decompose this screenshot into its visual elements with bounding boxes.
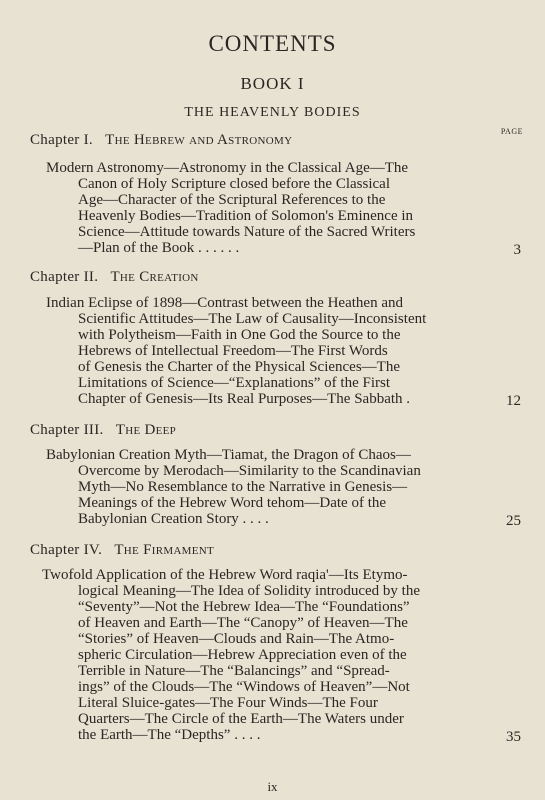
toc-line: Quarters—The Circle of the Earth—The Waters under (78, 711, 404, 727)
toc-line: —Plan of the Book . . . . . . (78, 240, 240, 256)
toc-line: Indian Eclipse of 1898—Contrast between the Heathen and (46, 295, 403, 311)
chapter-heading-3 (30, 422, 176, 439)
chapter-heading-4 (30, 542, 214, 559)
toc-line: Heavenly Bodies—Tradition of Solomon's Eminence in (78, 208, 414, 224)
chapter-title: The Creation (110, 269, 199, 285)
toc-line: of Heaven and Earth—The “Canopy” of Heaven—The (78, 615, 408, 631)
book-heading: BOOK I (240, 74, 305, 93)
toc-line: “Seventy”—Not the Hebrew Idea—The “Foundations” (78, 599, 410, 615)
chapter-heading-1 (30, 132, 292, 149)
toc-line: Myth—No Resemblance to the Narrative in Genesis— (78, 479, 408, 495)
chapter-title: The Hebrew and Astronomy (105, 132, 293, 148)
chapter-number: Chapter I. (30, 132, 93, 148)
page-number: 3 (513, 242, 521, 258)
toc-line: Limitations of Science—“Explanations” of the First (78, 375, 391, 391)
toc-line: Terrible in Nature—The “Balancings” and “Spread- (78, 663, 390, 679)
toc-line: spheric Circulation—Hebrew Appreciation even of the (78, 647, 407, 663)
toc-line: Science—Attitude towards Nature of the Sacred Writers (78, 224, 416, 240)
toc-line: Age—Character of the Scriptural References to the (78, 192, 386, 208)
chapter-title: The Firmament (114, 542, 215, 558)
chapter-number: Chapter III. (30, 422, 104, 438)
toc-line: with Polytheism—Faith in One God the Source to the (78, 327, 401, 343)
toc-line: “Stories” of Heaven—Clouds and Rain—The Atmo- (78, 631, 395, 647)
page-number: 25 (506, 513, 521, 529)
toc-line: ings” of the Clouds—The “Windows of Heaven”—Not (78, 679, 410, 695)
toc-line: Hebrews of Intellectual Freedom—The First Words (78, 343, 388, 359)
page-folio: ix (267, 779, 278, 794)
chapter-heading-2 (30, 269, 199, 286)
toc-line: Modern Astronomy—Astronomy in the Classical Age—The (46, 160, 409, 176)
toc-line: logical Meaning—The Idea of Solidity introduced by the (78, 583, 420, 599)
chapter-number: Chapter II. (30, 269, 99, 285)
toc-line: Literal Sluice-gates—The Four Winds—The Four (78, 695, 378, 711)
toc-line: the Earth—The “Depths” . . . . (78, 727, 261, 743)
chapter-title: The Deep (115, 422, 177, 438)
toc-line: Scientific Attitudes—The Law of Causality—Inconsistent (78, 311, 427, 327)
toc-line: Overcome by Merodach—Similarity to the Scandinavian (78, 463, 421, 479)
page-title: CONTENTS (208, 31, 337, 56)
page-number: 35 (506, 729, 521, 745)
toc-line: Chapter of Genesis—Its Real Purposes—The Sabbath . (78, 391, 411, 407)
toc-line: Meanings of the Hebrew Word tehom—Date of the (78, 495, 387, 511)
section-heading: THE HEAVENLY BODIES (184, 105, 361, 120)
page-number: 12 (506, 393, 521, 409)
toc-line: Babylonian Creation Story . . . . (78, 511, 269, 527)
chapter-number: Chapter IV. (30, 542, 103, 558)
toc-line: Babylonian Creation Myth—Tiamat, the Dragon of Chaos— (46, 447, 411, 463)
page-column-heading: PAGE (500, 127, 523, 136)
toc-line: Canon of Holy Scripture closed before the Classical (78, 176, 390, 192)
toc-line: Twofold Application of the Hebrew Word raqia'—Its Etymo- (42, 567, 408, 583)
toc-line: of Genesis the Charter of the Physical Sciences—The (78, 359, 400, 375)
